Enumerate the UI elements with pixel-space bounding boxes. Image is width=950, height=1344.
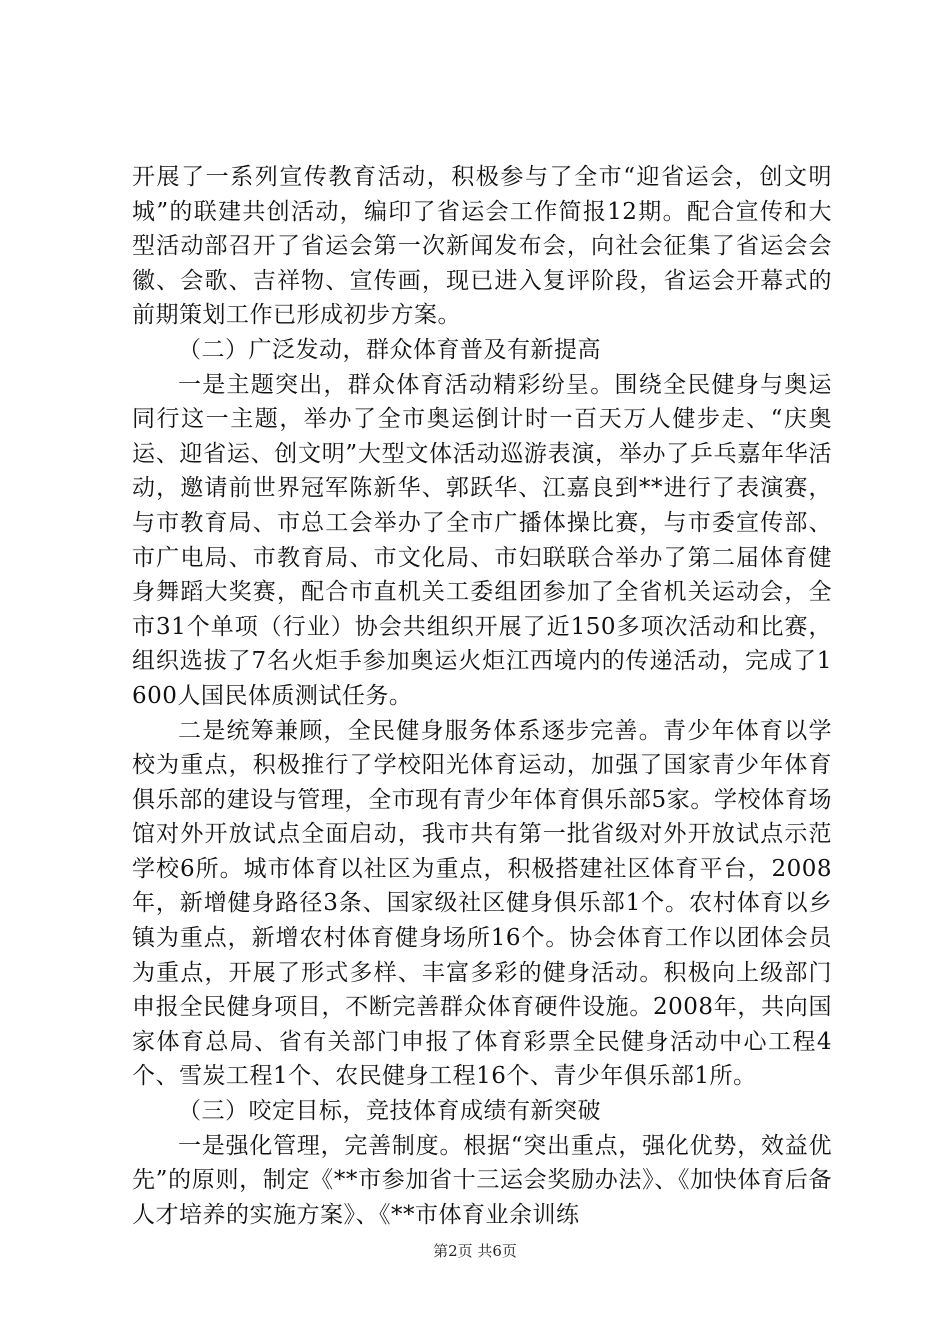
page-number-label: 第2页 共6页 [433, 1242, 517, 1260]
paragraph-mass-activities: 一是主题突出，群众体育活动精彩纷呈。围绕全民健身与奥运同行这一主题，举办了全市奥运倒计时一百天万人健步走、“庆奥运、迎省运、创文明”大型文体活动巡游表演，举办了乒乓嘉年华活动，邀请前世界冠军陈新华、郭跃华、江嘉良到**进行了表演赛，与市教育局、市总工会举办了全市广播体操比赛，与市委宣传部、市广电局、市教育局、市文化局、市妇联联合举办了第二届体育健身舞蹈大奖赛，配合市直机关工委组团参加了全省机关运动会，全市31个单项（行业）协会共组织开展了近150多项次活动和比赛，组织选拔了7名火炬手参加奥运火炬江西境内的传递活动，完成了1600人国民体质测试任务。 [132, 371, 832, 709]
section-heading-competitive-sports: （三）咬定目标，竞技体育成绩有新突破 [178, 1098, 601, 1125]
paragraph-publicity: 开展了一系列宣传教育活动，积极参与了全市“迎省运会，创文明城”的联建共创活动，编印了省运会工作简报12期。配合宣传和大型活动部召开了省运会第一次新闻发布会，向社会征集了省运会会徽、会歌、吉祥物、宣传画，现已进入复评阶段，省运会开幕式的前期策划工作已形成初步方案。 [132, 164, 832, 329]
page-footer [0, 1240, 950, 1261]
paragraph-fitness-service: 二是统筹兼顾，全民健身服务体系逐步完善。青少年体育以学校为重点，积极推行了学校阳光体育运动，加强了国家青少年体育俱乐部的建设与管理，全市现有青少年体育俱乐部5家。学校体育场馆对外开放试点全面启动，我市共有第一批省级对外开放试点示范学校6所。城市体育以社区为重点，积极搭建社区体育平台，2008年，新增健身路径3条、国家级社区健身俱乐部1个。农村体育以乡镇为重点，新增农村体育健身场所16个。协会体育工作以团体会员为重点，开展了形式多样、丰富多彩的健身活动。积极向上级部门申报全民健身项目，不断完善群众体育硬件设施。2008年，共向国家体育总局、省有关部门申报了体育彩票全民健身活动中心工程4个、雪炭工程1个、农民健身工程16个、青少年俱乐部1所。 [132, 717, 832, 1090]
document-body [132, 160, 832, 1232]
paragraph-management: 一是强化管理，完善制度。根据“突出重点，强化优势，效益优先”的原则，制定《**市参加省十三运会奖励办法》、《加快体育后备人才培养的实施方案》、《**市体育业余训练 [132, 1132, 832, 1228]
section-heading-mass-sports: （二）广泛发动，群众体育普及有新提高 [178, 336, 601, 363]
